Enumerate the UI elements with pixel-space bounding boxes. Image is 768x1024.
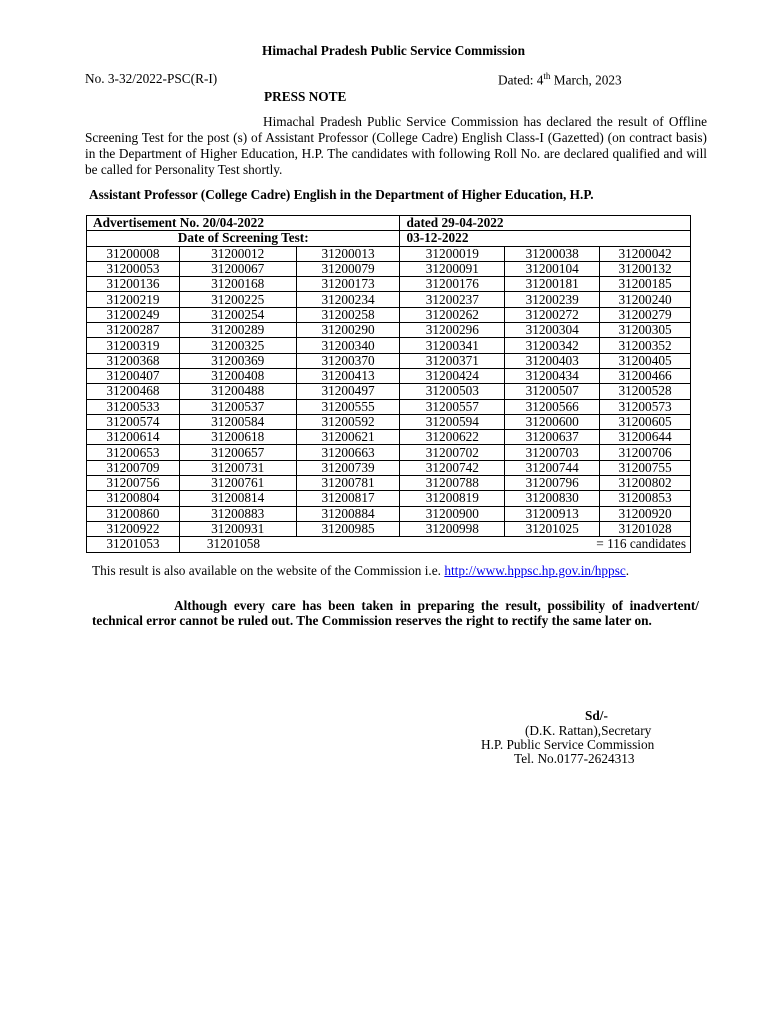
press-note-title: PRESS NOTE	[264, 89, 347, 104]
roll-number-cell: 31200181	[505, 277, 600, 292]
table-row	[87, 307, 691, 322]
roll-number-cell: 31200830	[505, 491, 600, 506]
roll-number-cell: 31200185	[600, 277, 691, 292]
roll-number-cell: 31200042	[600, 246, 691, 261]
roll-number-cell: 31200173	[296, 277, 400, 292]
screening-label: Date of Screening Test:	[87, 231, 400, 246]
table-row	[87, 430, 691, 445]
roll-number-cell: 31200709	[87, 460, 180, 475]
roll-number-cell: 31200853	[600, 491, 691, 506]
roll-number-cell: 31200594	[400, 414, 505, 429]
date	[498, 71, 622, 88]
roll-number-cell: 31201053	[87, 537, 180, 552]
roll-number-cell: 31200468	[87, 384, 180, 399]
roll-number-cell: 31200053	[87, 261, 180, 276]
roll-number-cell: 31200528	[600, 384, 691, 399]
roll-number-cell: 31200413	[296, 368, 400, 383]
roll-number-cell: 31200819	[400, 491, 505, 506]
roll-number-cell: 31200788	[400, 476, 505, 491]
roll-number-cell: 31200038	[505, 246, 600, 261]
roll-number-cell: 31200555	[296, 399, 400, 414]
roll-number-cell: 31200296	[400, 323, 505, 338]
roll-number-cell: 31200573	[600, 399, 691, 414]
roll-number-cell: 31200644	[600, 430, 691, 445]
roll-number-cell: 31200424	[400, 368, 505, 383]
signatory-tel: Tel. No.0177-2624313	[514, 751, 635, 766]
roll-number-cell: 31200618	[179, 430, 296, 445]
disclaimer: Although every care has been taken in preparing the result, possibility of inadvertent/ technical error cannot be ruled out. The Commission reserves the right to rectify the same later on.	[92, 598, 699, 628]
roll-number-cell: 31200796	[505, 476, 600, 491]
roll-number-cell: 31200368	[87, 353, 180, 368]
table-row	[87, 261, 691, 276]
roll-number-cell: 31200369	[179, 353, 296, 368]
screening-date: 03-12-2022	[400, 231, 691, 246]
roll-number-cell: 31200371	[400, 353, 505, 368]
table-row	[87, 414, 691, 429]
roll-number-cell: 31200985	[296, 521, 400, 536]
roll-number-cell: 31200621	[296, 430, 400, 445]
roll-number-cell: 31200883	[179, 506, 296, 521]
roll-number-cell: 31200262	[400, 307, 505, 322]
roll-number-cell: 31200592	[296, 414, 400, 429]
table-row	[87, 506, 691, 521]
roll-number-cell: 31200008	[87, 246, 180, 261]
roll-number-table	[86, 215, 691, 553]
roll-number-cell: 31200913	[505, 506, 600, 521]
roll-number-cell: 31200614	[87, 430, 180, 445]
roll-number-cell: 31200998	[400, 521, 505, 536]
roll-number-cell: 31200744	[505, 460, 600, 475]
roll-number-cell: 31200756	[87, 476, 180, 491]
roll-number-cell: 31200079	[296, 261, 400, 276]
roll-number-cell: 31200739	[296, 460, 400, 475]
roll-number-cell: 31200884	[296, 506, 400, 521]
table-row	[87, 384, 691, 399]
roll-number-cell: 31200289	[179, 323, 296, 338]
roll-number-cell: 31200340	[296, 338, 400, 353]
roll-number-cell: 31200304	[505, 323, 600, 338]
roll-number-cell: 31200341	[400, 338, 505, 353]
post-heading: Assistant Professor (College Cadre) English in the Department of Higher Education, H.P.	[89, 187, 594, 202]
roll-number-cell: 31200657	[179, 445, 296, 460]
roll-number-cell: 31200136	[87, 277, 180, 292]
website-note	[92, 563, 629, 579]
roll-number-cell: 31200814	[179, 491, 296, 506]
table-row	[87, 460, 691, 475]
roll-number-cell: 31200497	[296, 384, 400, 399]
roll-number-cell: 31200219	[87, 292, 180, 307]
table-row-last	[87, 537, 691, 552]
table-row	[87, 521, 691, 536]
date-suffix: March, 2023	[550, 72, 622, 88]
roll-number: 31201058	[206, 536, 261, 552]
roll-number-cell: 31200761	[179, 476, 296, 491]
roll-number-cell: 31200279	[600, 307, 691, 322]
roll-number-cell: 31200091	[400, 261, 505, 276]
roll-number-cell: 31200557	[400, 399, 505, 414]
roll-number-cell: 31200012	[179, 246, 296, 261]
roll-number-cell: 31200817	[296, 491, 400, 506]
roll-number-cell: 31200305	[600, 323, 691, 338]
roll-number-cell: 31201028	[600, 521, 691, 536]
roll-number-cell: 31200703	[505, 445, 600, 460]
roll-number-cell: 31200533	[87, 399, 180, 414]
roll-number-cell: 31200537	[179, 399, 296, 414]
table-row	[87, 277, 691, 292]
roll-number-cell: 31200922	[87, 521, 180, 536]
roll-number-cell: 31200067	[179, 261, 296, 276]
advt-label: Advertisement No. 20/04-2022	[87, 216, 400, 231]
roll-number-cell: 31200254	[179, 307, 296, 322]
roll-number-cell: 31200605	[600, 414, 691, 429]
roll-number-cell: 31200104	[505, 261, 600, 276]
date-sup: th	[543, 71, 551, 81]
advertisement-row	[87, 216, 691, 231]
roll-number-cell: 31200781	[296, 476, 400, 491]
roll-number-cell: 31200755	[600, 460, 691, 475]
roll-number-cell: 31200352	[600, 338, 691, 353]
website-text: This result is also available on the website of the Commission i.e.	[92, 563, 445, 578]
roll-number-cell: 31200407	[87, 368, 180, 383]
roll-number-cell: 31200403	[505, 353, 600, 368]
roll-number-cell: 31200176	[400, 277, 505, 292]
roll-number-cell: 31200574	[87, 414, 180, 429]
table-row	[87, 476, 691, 491]
roll-number-cell: 31200405	[600, 353, 691, 368]
roll-number-cell: 31201025	[505, 521, 600, 536]
reference-number: No. 3-32/2022-PSC(R-I)	[85, 71, 218, 86]
screening-row	[87, 231, 691, 246]
roll-number-cell: 31200488	[179, 384, 296, 399]
roll-number-cell: 31200132	[600, 261, 691, 276]
roll-number-cell: 31200290	[296, 323, 400, 338]
roll-number-cell: 31200325	[179, 338, 296, 353]
roll-number-cell: 31200804	[87, 491, 180, 506]
signature-sd: Sd/-	[585, 708, 608, 723]
table-row	[87, 292, 691, 307]
website-end: .	[625, 563, 630, 578]
roll-number-cell: 31200742	[400, 460, 505, 475]
roll-number-cell: 31200600	[505, 414, 600, 429]
table-row	[87, 323, 691, 338]
advt-date: dated 29-04-2022	[400, 216, 691, 231]
roll-number-cell: 31200237	[400, 292, 505, 307]
roll-number-cell: 31200272	[505, 307, 600, 322]
last-row-cell	[179, 537, 690, 552]
intro-paragraph: Himachal Pradesh Public Service Commission has declared the result of Offline Screening Test for the post (s) of Assistant Professor (College Cadre) English Class-I (Gazetted) (on contract basis) in the Department of Higher Education, H.P. The candidates with following Roll No. are declared qualified and will be called for Personality Test shortly.	[85, 114, 707, 177]
table-row	[87, 445, 691, 460]
roll-number-cell: 31200503	[400, 384, 505, 399]
roll-number-cell: 31200408	[179, 368, 296, 383]
table-row	[87, 368, 691, 383]
website-link[interactable]: http://www.hppsc.hp.gov.in/hppsc	[444, 563, 626, 578]
table-row	[87, 246, 691, 261]
roll-number-cell: 31200019	[400, 246, 505, 261]
roll-number-cell: 31200637	[505, 430, 600, 445]
org-heading: Himachal Pradesh Public Service Commission	[262, 43, 525, 58]
roll-number-cell: 31200702	[400, 445, 505, 460]
table-row	[87, 399, 691, 414]
roll-number-cell: 31200434	[505, 368, 600, 383]
table-row	[87, 491, 691, 506]
roll-number-cell: 31200287	[87, 323, 180, 338]
table-row	[87, 353, 691, 368]
roll-number-cell: 31200706	[600, 445, 691, 460]
roll-number-cell: 31200731	[179, 460, 296, 475]
roll-number-cell: 31200507	[505, 384, 600, 399]
roll-number-cell: 31200920	[600, 506, 691, 521]
roll-number-cell: 31200319	[87, 338, 180, 353]
roll-number-cell: 31200584	[179, 414, 296, 429]
signatory-name: (D.K. Rattan),Secretary	[525, 723, 652, 738]
roll-number-cell: 31200168	[179, 277, 296, 292]
roll-number-cell: 31200342	[505, 338, 600, 353]
roll-number-cell: 31200234	[296, 292, 400, 307]
candidate-total: = 116 candidates	[596, 536, 686, 552]
roll-number-cell: 31200225	[179, 292, 296, 307]
roll-number-cell: 31200860	[87, 506, 180, 521]
roll-number-cell: 31200258	[296, 307, 400, 322]
roll-number-cell: 31200663	[296, 445, 400, 460]
roll-number-cell: 31200566	[505, 399, 600, 414]
roll-number-cell: 31200239	[505, 292, 600, 307]
signatory-org: H.P. Public Service Commission	[481, 737, 655, 752]
roll-number-cell: 31200249	[87, 307, 180, 322]
roll-number-cell: 31200013	[296, 246, 400, 261]
roll-number-cell: 31200466	[600, 368, 691, 383]
roll-number-cell: 31200900	[400, 506, 505, 521]
table-row	[87, 338, 691, 353]
roll-number-cell: 31200653	[87, 445, 180, 460]
roll-number-cell: 31200802	[600, 476, 691, 491]
date-prefix: Dated: 4	[498, 72, 544, 88]
roll-number-cell: 31200931	[179, 521, 296, 536]
roll-number-cell: 31200370	[296, 353, 400, 368]
roll-number-cell: 31200622	[400, 430, 505, 445]
roll-number-cell: 31200240	[600, 292, 691, 307]
